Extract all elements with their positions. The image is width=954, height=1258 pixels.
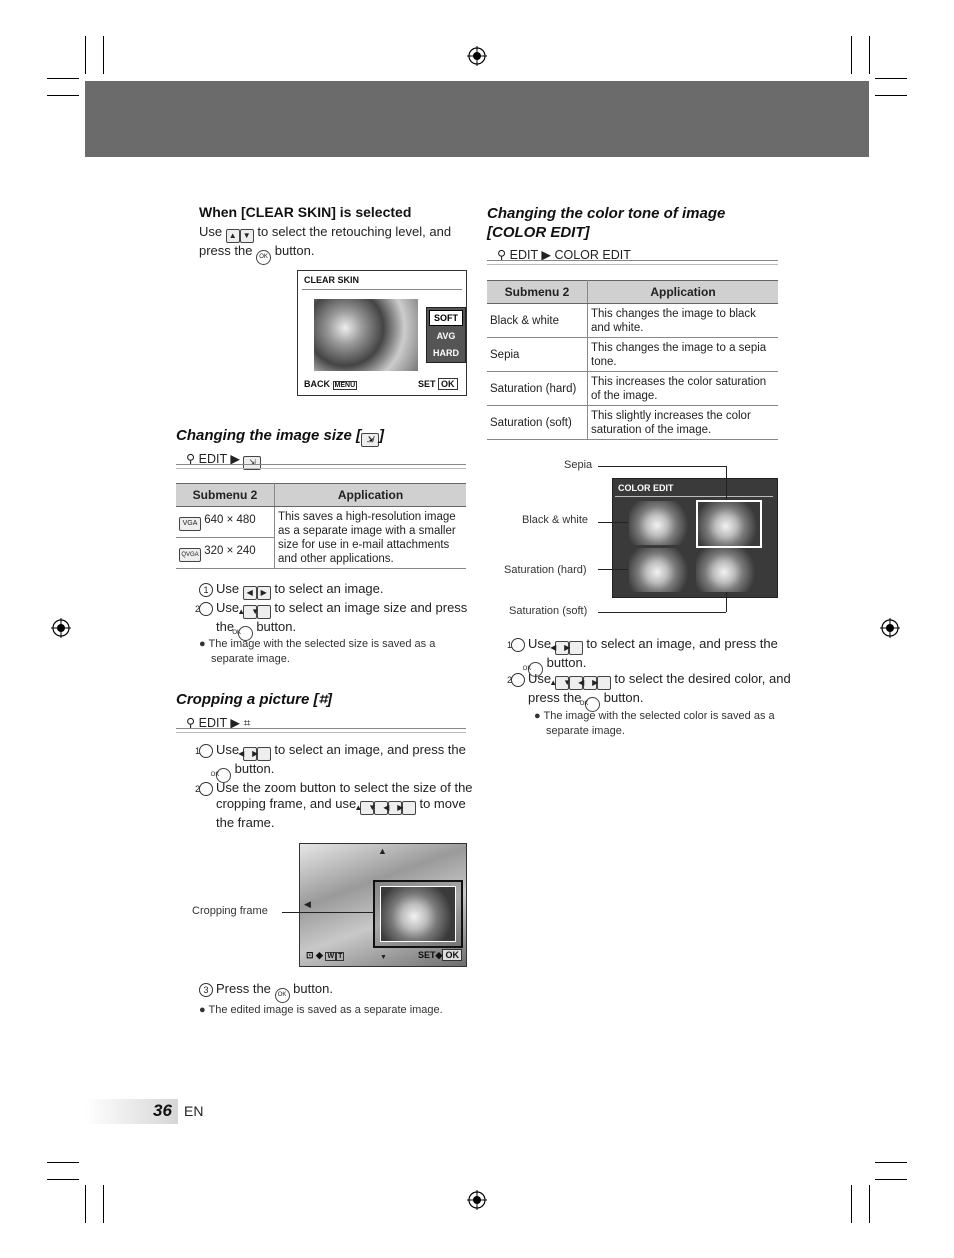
image-size-step1: 1 Use ◀ ▶ to select an image. [199, 581, 467, 600]
registration-mark-icon [467, 1190, 487, 1210]
label-sepia: Sepia [564, 459, 593, 471]
header-bar [85, 81, 869, 157]
section-rule [176, 728, 466, 733]
crop-mark [47, 78, 79, 79]
ok-button-icon: OK [275, 988, 290, 1003]
crop-mark [103, 36, 104, 74]
thumb-sepia[interactable] [696, 500, 762, 548]
leader-saturation-soft [598, 612, 726, 613]
crop-up-arrow-icon: ▲ [378, 846, 387, 856]
color-edit-note: ● The image with the selected color is saved as a separate image. [534, 710, 775, 737]
vga-icon: VGA [179, 517, 201, 531]
crop-note: ● The edited image is saved as a separate image. [199, 1004, 443, 1016]
crop-mark [875, 95, 907, 96]
cropping-frame-label: Cropping frame [192, 905, 268, 917]
down-button-icon: ▼ [240, 229, 254, 243]
ok-button-icon: OK [238, 626, 253, 641]
registration-mark-icon [880, 618, 900, 638]
crop-left-arrow-icon: ◀ [304, 899, 311, 909]
left-button-icon: ◀ [555, 641, 569, 655]
size-vga: VGA 640 × 480 [176, 507, 275, 538]
up-button-icon: ▲ [243, 605, 257, 619]
down-button-icon: ▼ [374, 801, 388, 815]
crop-path: ⚲ EDIT ▶ ⌗ [186, 716, 251, 730]
crop-icon: ⌗ [243, 716, 251, 730]
leader-sepia [598, 466, 726, 467]
section-rule [487, 260, 778, 265]
size-application: This saves a high-resolution image as a separate image with a smaller size for use in e-mail attachments and other applications. [275, 507, 467, 569]
resize-icon: ⇲ [243, 456, 261, 470]
color-edit-step2: 2 Use ▲ ▼ ◀ ▶ to select the desired color, and press the OK button. [511, 671, 796, 712]
crop-mark [103, 1185, 104, 1223]
cropping-frame-leader [282, 912, 374, 913]
col-submenu: Submenu 2 [487, 281, 588, 304]
crop-mark [875, 1179, 907, 1180]
crop-mark [869, 1185, 870, 1223]
left-button-icon: ◀ [243, 586, 257, 600]
leader-sepia [726, 466, 727, 500]
crop-frame [373, 880, 463, 948]
set-hint: SET◆ OK [418, 950, 462, 961]
crop-mark [85, 36, 86, 74]
image-size-heading: Changing the image size [ ⇲ ] [176, 427, 384, 447]
row-name: Saturation (soft) [487, 406, 588, 440]
crop-mark [47, 1179, 79, 1180]
crop-mark [869, 36, 870, 74]
size-qvga: QVGA 320 × 240 [176, 538, 275, 569]
registration-mark-icon [467, 46, 487, 66]
image-size-table [176, 483, 466, 569]
crop-down-arrow-icon: ▼ [380, 954, 387, 961]
option-hard[interactable]: HARD [433, 348, 459, 358]
color-edit-step1: 1 Use ◀ ▶ to select an image, and press the OK button. [511, 636, 796, 677]
title-rule [615, 496, 773, 497]
left-button-icon: ◀ [388, 801, 402, 815]
set-hint: SET OK [418, 379, 458, 389]
crop-mark [85, 1185, 86, 1223]
crop-step2: 2 Use the zoom button to select the size of the cropping frame, and use ▲ ▼ ◀ ▶ to move the frame. [194, 780, 473, 830]
row-name: Black & white [487, 304, 588, 338]
leader-saturation-hard [598, 569, 628, 570]
section-rule [176, 464, 466, 469]
thumb-saturation-hard[interactable] [629, 548, 691, 592]
up-button-icon: ▲ [555, 676, 569, 690]
label-saturation-hard: Saturation (hard) [504, 564, 587, 576]
col-application: Application [275, 484, 467, 507]
clear-skin-heading: When [CLEAR SKIN] is selected [199, 204, 412, 220]
crop-mark [875, 1162, 907, 1163]
screen-title: COLOR EDIT [618, 483, 674, 493]
image-size-note: ● The image with the selected size is saved as a separate image. [199, 638, 436, 665]
row-desc: This changes the image to black and white. [588, 304, 779, 338]
page-number: 36 [153, 1101, 172, 1120]
option-soft[interactable]: SOFT [429, 310, 463, 326]
image-size-path: ⚲ EDIT ▶ ⇲ [186, 451, 261, 470]
image-size-step2: 2 Use ▲ ▼ to select an image size and press the OK button. [199, 600, 484, 641]
page-lang: EN [184, 1103, 204, 1119]
crop-mark [47, 95, 79, 96]
screen-title: CLEAR SKIN [304, 275, 360, 285]
edit-icon: ⚲ [497, 248, 507, 262]
left-button-icon: ◀ [243, 747, 257, 761]
down-button-icon: ▼ [257, 605, 271, 619]
ok-button-icon: OK [216, 768, 231, 783]
zoom-hint: ⊡ ◆ W T [306, 950, 343, 960]
right-button-icon: ▶ [569, 641, 583, 655]
crop-mark [47, 1162, 79, 1163]
thumb-saturation-soft[interactable] [696, 548, 758, 592]
ok-button-icon: OK [528, 662, 543, 677]
col-application: Application [588, 281, 779, 304]
level-menu [426, 307, 466, 363]
row-name: Saturation (hard) [487, 372, 588, 406]
leader-black-white [598, 522, 628, 523]
crop-mark [851, 36, 852, 74]
right-button-icon: ▶ [257, 747, 271, 761]
up-button-icon: ▲ [360, 801, 374, 815]
ok-button-icon: OK [256, 250, 271, 265]
crop-step3: 3 Press the OK button. [199, 981, 467, 1003]
option-avg[interactable]: AVG [436, 331, 456, 341]
edit-icon: ⚲ [186, 452, 196, 466]
ok-button-icon: OK [585, 697, 600, 712]
row-name: Sepia [487, 338, 588, 372]
color-edit-table [487, 280, 778, 440]
row-desc: This increases the color saturation of the image. [588, 372, 779, 406]
crop-flower-photo [380, 886, 456, 942]
color-edit-screen [612, 478, 778, 598]
crop-mark [851, 1185, 852, 1223]
preview-photo [314, 299, 418, 371]
resize-icon: ⇲ [361, 433, 379, 447]
thumb-black-white[interactable] [629, 501, 691, 545]
row-desc: This changes the image to a sepia tone. [588, 338, 779, 372]
right-button-icon: ▶ [597, 676, 611, 690]
right-button-icon: ▶ [402, 801, 416, 815]
right-button-icon: ▶ [257, 586, 271, 600]
left-button-icon: ◀ [583, 676, 597, 690]
title-rule [302, 289, 462, 290]
back-hint: BACK MENU [304, 379, 356, 389]
down-button-icon: ▼ [569, 676, 583, 690]
up-button-icon: ▲ [226, 229, 240, 243]
crop-heading: Cropping a picture [⌗] [176, 691, 332, 708]
crop-step1: 1 Use ◀ ▶ to select an image, and press the OK button. [199, 742, 484, 783]
label-saturation-soft: Saturation (soft) [509, 605, 588, 617]
crop-screen [299, 843, 467, 967]
label-black-white: Black & white [522, 514, 589, 526]
crop-icon: ⌗ [318, 691, 327, 708]
color-edit-heading: Changing the color tone of image [COLOR EDIT] [487, 205, 726, 241]
edit-icon: ⚲ [186, 716, 196, 730]
col-submenu: Submenu 2 [176, 484, 275, 507]
clear-skin-text: Use ▲ ▼ to select the retouching level, and press the OK button. [199, 224, 467, 265]
color-edit-path: ⚲ EDIT ▶ COLOR EDIT [497, 248, 631, 262]
crop-mark [875, 78, 907, 79]
clear-skin-screen [297, 270, 467, 396]
leader-saturation-soft [726, 592, 727, 612]
qvga-icon: QVGA [179, 548, 201, 562]
row-desc: This slightly increases the color saturation of the image. [588, 406, 779, 440]
registration-mark-icon [51, 618, 71, 638]
